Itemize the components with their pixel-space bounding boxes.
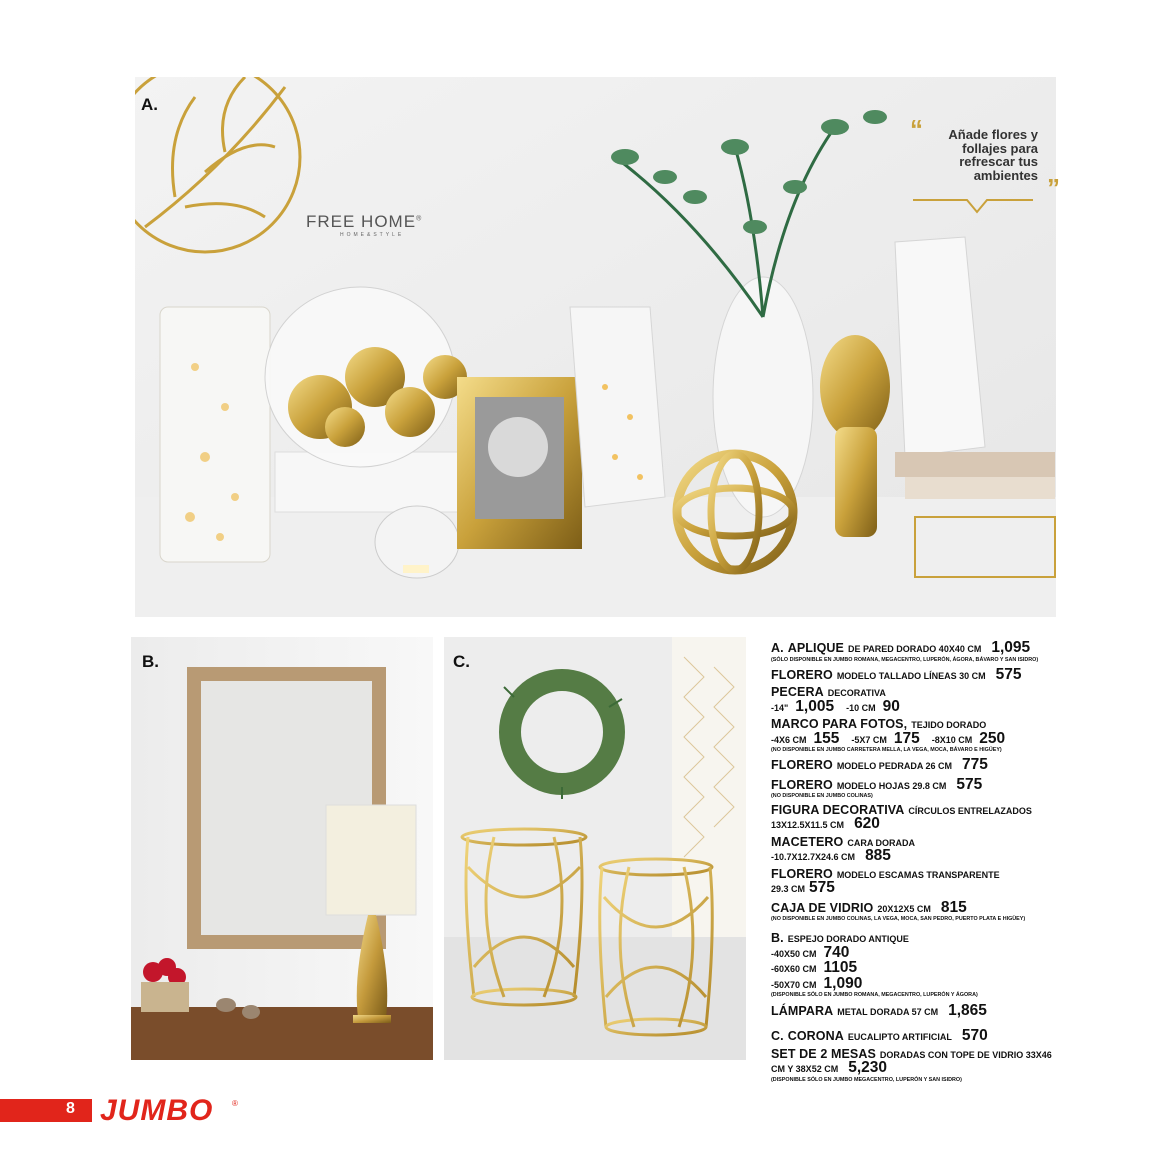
entry-desc-2: 29.3 CM <box>771 884 806 895</box>
catalog-entry-macetero <box>771 836 1063 864</box>
entry-prefix: A. <box>771 641 784 655</box>
photo-c <box>444 637 746 1060</box>
entry-name: PECERA <box>771 685 824 700</box>
entry-desc: CÍRCULOS ENTRELAZADOS <box>908 805 1032 816</box>
photo-b <box>131 637 433 1060</box>
entry-desc: EUCALIPTO ARTIFICIAL <box>847 1032 952 1043</box>
catalog-entry-aplique <box>771 640 1063 663</box>
quote-close: ” <box>1047 173 1060 204</box>
catalog-entry-florero-pedrada <box>771 757 1063 773</box>
entry-name: FLORERO <box>771 667 833 682</box>
option-label: -40X50 CM <box>771 948 817 959</box>
option-label: -5X7 CM <box>851 734 887 745</box>
entry-name: LÁMPARA <box>771 1003 834 1018</box>
entry-price: 815 <box>940 898 967 916</box>
entry-desc: ESPEJO DORADO ANTIQUE <box>787 934 909 945</box>
option-label: -4X6 CM <box>771 734 807 745</box>
entry-name: FLORERO <box>771 866 833 881</box>
free-home-logo: FREE HOME® <box>306 212 423 231</box>
entry-note: (NO DISPONIBLE EN JUMBO CARRETERA MELLA, LA VEGA, MOCA, BÁVARO E HIGÜEY) <box>771 747 1002 754</box>
entry-price: 575 <box>995 665 1022 683</box>
entry-price: 620 <box>854 815 880 833</box>
entry-price: 775 <box>962 756 988 774</box>
option-price: 740 <box>823 943 850 961</box>
entry-desc: DE PARED DORADO 40X40 CM <box>847 644 982 654</box>
entry-note: (SÓLO DISPONIBLE EN JUMBO ROMANA, MEGACENTRO, LUPERÓN, ÁGORA, BÁVARO Y SAN ISIDRO) <box>771 656 1039 663</box>
entry-price: 575 <box>956 775 983 793</box>
option-label: -10 CM <box>846 702 876 713</box>
panel-label-a: A. <box>141 95 158 114</box>
option-price: 1105 <box>823 959 858 977</box>
catalog-entry-florero-tallado <box>771 667 1063 683</box>
option-label: -14" <box>771 702 789 713</box>
entry-price: 1,095 <box>991 639 1031 656</box>
entry-desc: MODELO PEDRADA 26 CM <box>836 761 952 772</box>
catalog-entry-pecera <box>771 686 1063 714</box>
catalog-entry-corona <box>771 1028 1063 1044</box>
entry-desc: CARA DORADA <box>847 837 915 848</box>
entry-desc: DECORATIVA <box>827 688 886 699</box>
entry-name: APLIQUE <box>787 641 844 655</box>
catalog-entry-lampara <box>771 1003 1063 1019</box>
entry-name: FIGURA DECORATIVA <box>771 802 905 817</box>
panel-label-b: B. <box>142 652 159 671</box>
jumbo-logo: JUMBO <box>100 1094 214 1127</box>
entry-desc: 20X12X5 CM <box>877 903 931 914</box>
catalog-entry-marco <box>771 718 1063 753</box>
catalog-entry-florero-escamas <box>771 868 1063 896</box>
entry-price: 575 <box>809 879 835 897</box>
entry-name: MACETERO <box>771 834 844 849</box>
entry-prefix: B. <box>771 931 784 946</box>
quote-text: Añade flores y follajes para refrescar tus ambientes <box>948 127 1038 183</box>
option-price: 250 <box>979 729 1006 747</box>
option-label: -60X60 CM <box>771 964 817 975</box>
entry-prefix: C. <box>771 1029 784 1044</box>
entry-name: SET DE 2 MESAS <box>771 1046 876 1061</box>
entry-note: (NO DISPONIBLE EN JUMBO COLINAS, LA VEGA, MOCA, SAN PEDRO, PUERTO PLATA E HIGÜEY) <box>771 916 1026 923</box>
entry-desc: TEJIDO DORADO <box>911 720 987 731</box>
entry-desc: DORADAS CON TOPE DE VIDRIO 33X46 <box>879 1049 1052 1060</box>
entry-name: CAJA DE VIDRIO <box>771 900 874 915</box>
entry-name: FLORERO <box>771 777 833 792</box>
page-number: 8 <box>66 1100 75 1117</box>
option-price: 175 <box>893 729 920 747</box>
option-price: 1,005 <box>795 697 835 715</box>
entry-name: CORONA <box>787 1029 844 1044</box>
entry-note: (DISPONIBLE SÓLO EN JUMBO ROMANA, MEGACENTRO, LUPERÓN Y ÁGORA) <box>771 992 978 999</box>
catalog-entry-florero-hojas <box>771 777 1063 800</box>
page-number-bar <box>0 1099 92 1122</box>
jumbo-logo-reg: ® <box>232 1099 238 1108</box>
catalog-entry-espejo <box>771 932 1063 998</box>
catalog-entry-mesas <box>771 1048 1063 1083</box>
entry-note: (NO DISPONIBLE EN JUMBO COLINAS) <box>771 793 873 800</box>
entry-desc: MODELO TALLADO LÍNEAS 30 CM <box>836 670 986 681</box>
entry-desc: MODELO ESCAMAS TRANSPARENTE <box>836 869 1000 880</box>
product-catalog <box>771 640 1063 1087</box>
catalog-entry-caja <box>771 900 1063 923</box>
entry-desc: METAL DORADA 57 CM <box>837 1006 939 1017</box>
entry-desc-2: CM Y 38X52 CM <box>771 1064 839 1075</box>
option-price: 155 <box>813 729 840 747</box>
option-price: 1,090 <box>823 974 863 992</box>
entry-name: FLORERO <box>771 758 833 773</box>
free-home-tagline: HOME&STYLE <box>340 232 405 238</box>
quote-callout <box>910 114 1060 204</box>
catalog-entry-figura <box>771 804 1063 832</box>
option-price: 90 <box>882 697 900 715</box>
entry-desc: MODELO HOJAS 29.8 CM <box>836 780 947 791</box>
entry-price: 5,230 <box>848 1059 887 1077</box>
quote-open: “ <box>910 114 923 144</box>
entry-price: 570 <box>961 1027 988 1045</box>
entry-desc-2: 13X12.5X11.5 CM <box>771 820 845 831</box>
option-label: -8X10 CM <box>931 734 973 745</box>
entry-desc-2: -10.7X12.7X24.6 CM <box>771 852 856 863</box>
option-label: -50X70 CM <box>771 979 817 990</box>
panel-label-c: C. <box>453 652 470 671</box>
entry-note: (DISPONIBLE SÓLO EN JUMBO MEGACENTRO, LUPERÓN Y SAN ISIDRO) <box>771 1076 962 1083</box>
entry-price: 1,865 <box>948 1001 987 1019</box>
entry-price: 885 <box>865 847 891 865</box>
entry-name: MARCO PARA FOTOS, <box>771 717 908 732</box>
